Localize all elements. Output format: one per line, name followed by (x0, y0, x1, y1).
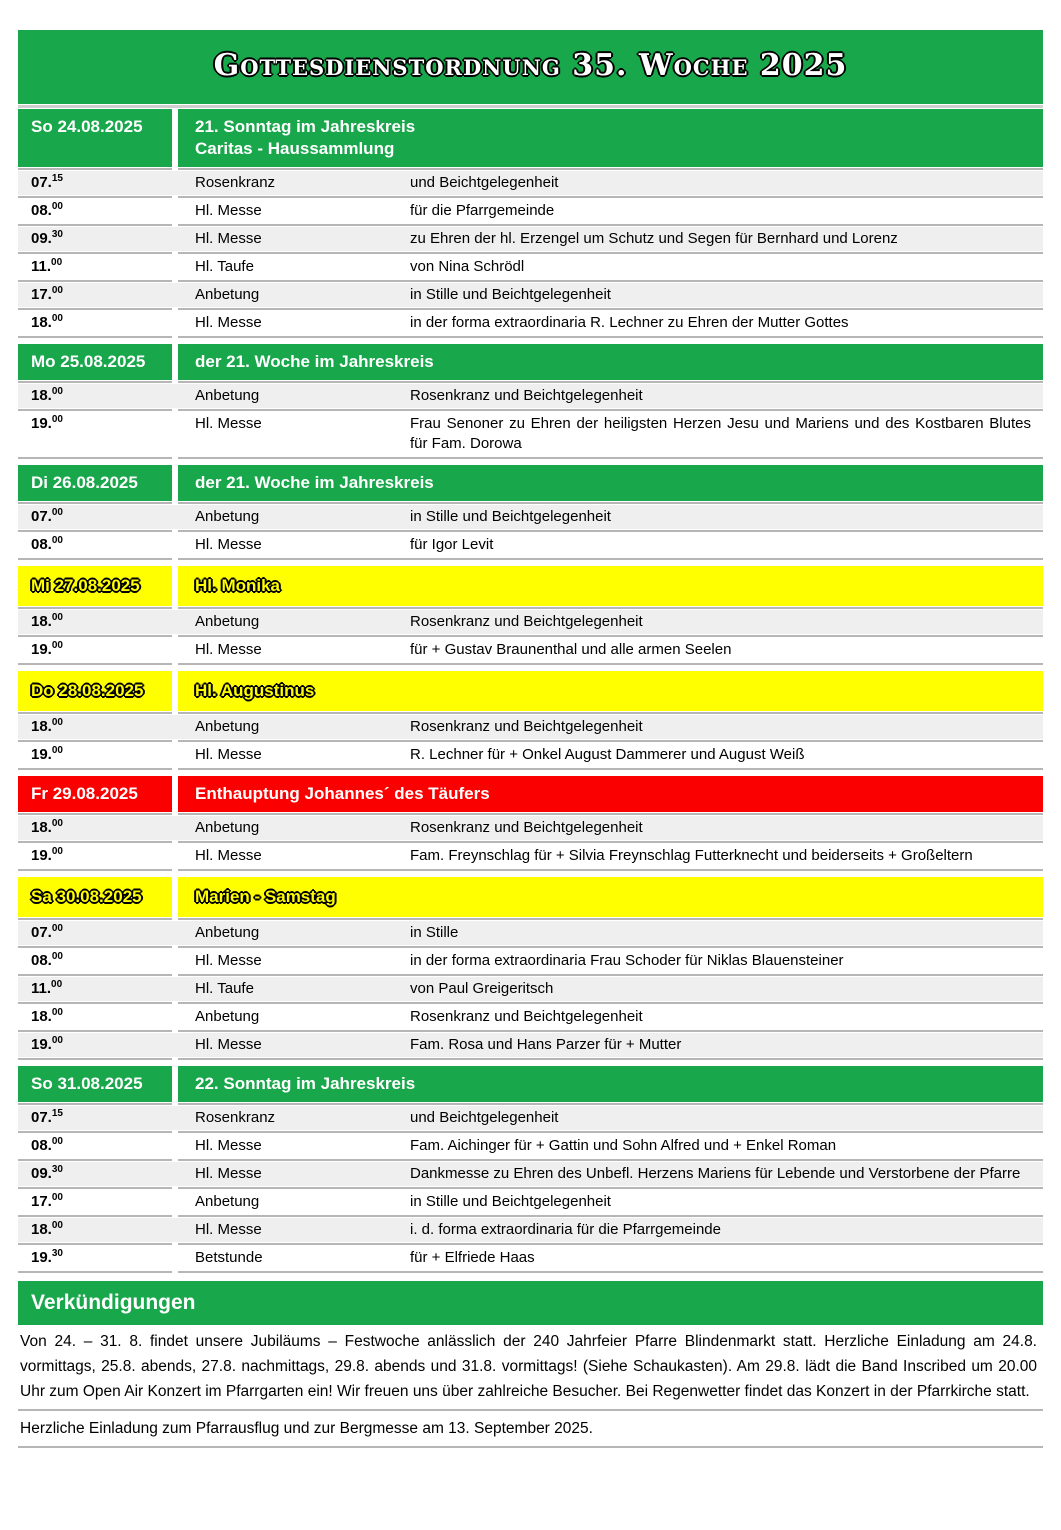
schedule-section (18, 776, 1043, 871)
announcements-header (18, 1281, 1043, 1325)
service-label: Rosenkranz (195, 1109, 276, 1126)
section-title-cell (178, 465, 1043, 501)
time-label: 11.00 (31, 979, 63, 997)
service-label: Anbetung (195, 508, 260, 525)
time-label: 07.15 (31, 1108, 63, 1126)
service-label: Hl. Taufe (195, 980, 254, 997)
time-label: 19.00 (31, 1035, 63, 1053)
service-label: Hl. Messe (195, 847, 262, 864)
schedule-row (18, 743, 1043, 767)
schedule-row (18, 283, 1043, 307)
row-divider (18, 712, 1043, 714)
row-divider (18, 1215, 1043, 1217)
section-date-cell (18, 465, 172, 501)
time-minutes: 00 (51, 717, 63, 728)
row-divider (18, 1159, 1043, 1161)
time-minutes: 00 (51, 1007, 63, 1018)
service-label: Hl. Messe (195, 1036, 262, 1053)
row-divider (18, 530, 1043, 532)
service-label: Hl. Messe (195, 202, 262, 219)
header-divider (18, 105, 1043, 108)
schedule-row (18, 816, 1043, 840)
intention-text: für + Elfriede Haas (410, 1249, 535, 1266)
intention-text: in Stille und Beichtgelegenheit (410, 508, 611, 525)
intention-text: zu Ehren der hl. Erzengel um Schutz und Segen für Bernhard und Lorenz (410, 230, 898, 247)
service-label: Anbetung (195, 613, 260, 630)
time-minutes: 30 (51, 1248, 63, 1259)
time-minutes: 15 (51, 1108, 63, 1119)
time-minutes: 00 (51, 285, 63, 296)
row-divider (18, 1409, 1043, 1411)
section-title-cell (178, 776, 1043, 812)
intention-text: i. d. forma extraordinaria für die Pfarrgemeinde (410, 1221, 721, 1238)
service-label: Hl. Messe (195, 1137, 262, 1154)
intention-text: von Paul Greigeritsch (410, 980, 554, 997)
section-header (18, 566, 1043, 606)
intention-text: von Nina Schrödl (410, 258, 525, 275)
page-title: Gottesdienstordnung 35. Woche 2025 (213, 48, 848, 83)
service-label: Anbetung (195, 924, 260, 941)
time-label: 07.00 (31, 507, 63, 525)
section-title-cell (178, 344, 1043, 380)
schedule-row (18, 227, 1043, 251)
schedule-section (18, 344, 1043, 459)
intention-text: Rosenkranz und Beichtgelegenheit (410, 613, 643, 630)
time-minutes: 00 (51, 979, 63, 990)
section-subtitle: Caritas - Haussammlung (195, 139, 395, 158)
row-divider (18, 918, 1043, 920)
intention-text: und Beichtgelegenheit (410, 1109, 559, 1126)
section-date-cell (18, 877, 172, 917)
schedule-row (18, 1106, 1043, 1130)
intention-text: Rosenkranz und Beichtgelegenheit (410, 819, 643, 836)
schedule-row (18, 1134, 1043, 1158)
row-divider (18, 1030, 1043, 1032)
service-label: Hl. Taufe (195, 258, 254, 275)
document-header (18, 30, 1043, 104)
time-label: 19.00 (31, 745, 63, 763)
row-divider (18, 196, 1043, 198)
row-divider (18, 409, 1043, 411)
time-label: 18.00 (31, 1220, 63, 1238)
section-header (18, 671, 1043, 711)
announcement-text: Herzliche Einladung zum Pfarrausflug und zur Bergmesse am 13. September 2025. (18, 1412, 1043, 1445)
intention-text: Dankmesse zu Ehren des Unbefl. Herzens Mariens für Lebende und Verstorbene der Pfarre (410, 1165, 1021, 1182)
row-divider (18, 946, 1043, 948)
row-divider (18, 869, 1043, 871)
schedule-row (18, 255, 1043, 279)
schedule-section (18, 465, 1043, 560)
schedule-row (18, 171, 1043, 195)
time-label: 08.00 (31, 535, 63, 553)
row-divider (18, 1243, 1043, 1245)
service-label: Hl. Messe (195, 415, 262, 432)
time-minutes: 30 (51, 1164, 63, 1175)
time-label: 07.15 (31, 173, 63, 191)
time-minutes: 00 (51, 951, 63, 962)
time-minutes: 00 (51, 1192, 63, 1203)
intention-text: Fam. Rosa und Hans Parzer für + Mutter (410, 1036, 682, 1053)
section-title-cell (178, 1066, 1043, 1102)
schedule-row (18, 977, 1043, 1001)
intention-text: Frau Senoner zu Ehren der heiligsten Herzen Jesu und Mariens und des Kostbaren Blutes für Fam. Dorowa (410, 415, 1031, 452)
schedule-row (18, 1033, 1043, 1057)
row-divider (18, 280, 1043, 282)
section-header (18, 344, 1043, 380)
section-date-cell (18, 109, 172, 167)
row-divider (18, 502, 1043, 504)
time-minutes: 00 (51, 201, 63, 212)
section-title-cell (178, 109, 1043, 167)
schedule-section (18, 109, 1043, 338)
row-divider (18, 1058, 1043, 1060)
schedule-row (18, 1218, 1043, 1242)
schedule-row (18, 844, 1043, 868)
intention-text: Fam. Freynschlag für + Silvia Freynschlag Futterknecht und beiderseits + Großeltern (410, 847, 973, 864)
service-label: Anbetung (195, 819, 260, 836)
schedule-row (18, 533, 1043, 557)
service-label: Hl. Messe (195, 314, 262, 331)
intention-text: in Stille und Beichtgelegenheit (410, 286, 611, 303)
time-label: 18.00 (31, 717, 63, 735)
row-divider (18, 1103, 1043, 1105)
time-minutes: 00 (51, 313, 63, 324)
time-minutes: 00 (51, 535, 63, 546)
section-header (18, 109, 1043, 167)
time-minutes: 00 (51, 414, 63, 425)
row-divider (18, 740, 1043, 742)
intention-text: und Beichtgelegenheit (410, 174, 559, 191)
section-date: Mi 27.08.2025 (31, 576, 140, 595)
row-divider (18, 558, 1043, 560)
service-label: Hl. Messe (195, 1221, 262, 1238)
intention-text: für + Gustav Braunenthal und alle armen Seelen (410, 641, 732, 658)
time-minutes: 00 (51, 257, 63, 268)
section-date-cell (18, 1066, 172, 1102)
row-divider (18, 224, 1043, 226)
time-label: 18.00 (31, 612, 63, 630)
schedule-row (18, 505, 1043, 529)
service-label: Hl. Messe (195, 230, 262, 247)
intention-text: Fam. Aichinger für + Gattin und Sohn Alfred und + Enkel Roman (410, 1137, 837, 1154)
schedule-section (18, 1066, 1043, 1273)
service-label: Anbetung (195, 718, 260, 735)
row-divider (18, 1187, 1043, 1189)
intention-text: Rosenkranz und Beichtgelegenheit (410, 718, 643, 735)
time-minutes: 00 (51, 640, 63, 651)
schedule-row (18, 1246, 1043, 1270)
row-divider (18, 1446, 1043, 1448)
section-header (18, 1066, 1043, 1102)
service-label: Hl. Messe (195, 746, 262, 763)
intention-text: in der forma extraordinaria R. Lechner zu Ehren der Mutter Gottes (410, 314, 849, 331)
row-divider (18, 635, 1043, 637)
schedule-row (18, 384, 1043, 408)
time-minutes: 30 (51, 229, 63, 240)
announcement-text: Von 24. – 31. 8. findet unsere Jubiläums – Festwoche anlässlich der 240 Jahrfeier Pfarre Blindenmarkt statt. Herzliche Einladung am 24.8. vormittags, 25.8. abends, 27.8. nachmittags, 29.8. abends und 31.8. vormittags! (Siehe Schaukasten). Am 29.8. lädt die Band Inscribed um 20.00 Uhr zum Open Air Konzert im Pfarrgarten ein! Wir freuen uns über zahlreiche Besucher. Bei Regenwetter findet das Konzert in der Pfarrkirche statt. (18, 1325, 1043, 1408)
announcements-list (18, 1325, 1043, 1448)
schedule-section (18, 877, 1043, 1060)
section-header (18, 465, 1043, 501)
intention-text: für die Pfarrgemeinde (410, 202, 555, 219)
section-title-cell (178, 671, 1043, 711)
row-divider (18, 813, 1043, 815)
time-minutes: 00 (51, 818, 63, 829)
row-divider (18, 663, 1043, 665)
section-date: So 31.08.2025 (31, 1074, 143, 1093)
time-minutes: 00 (51, 745, 63, 756)
service-label: Hl. Messe (195, 952, 262, 969)
row-divider (18, 457, 1043, 459)
intention-text: R. Lechner für + Onkel August Dammerer und August Weiß (410, 746, 805, 763)
schedule-section (18, 671, 1043, 770)
section-title: der 21. Woche im Jahreskreis (195, 473, 434, 492)
section-date-cell (18, 776, 172, 812)
service-label: Anbetung (195, 1008, 260, 1025)
section-date: Di 26.08.2025 (31, 473, 138, 492)
section-date: So 24.08.2025 (31, 117, 143, 136)
section-date-cell (18, 344, 172, 380)
time-minutes: 00 (51, 386, 63, 397)
row-divider (18, 1271, 1043, 1273)
schedule (18, 109, 1043, 1273)
section-title: der 21. Woche im Jahreskreis (195, 352, 434, 371)
row-divider (18, 168, 1043, 170)
time-minutes: 00 (51, 1035, 63, 1046)
time-label: 19.30 (31, 1248, 63, 1266)
time-minutes: 00 (51, 923, 63, 934)
announcements (18, 1281, 1043, 1448)
section-title-cell (178, 566, 1043, 606)
time-minutes: 15 (51, 173, 63, 184)
row-divider (18, 768, 1043, 770)
service-label: Hl. Messe (195, 536, 262, 553)
time-label: 17.00 (31, 285, 63, 303)
service-label: Anbetung (195, 387, 260, 404)
time-minutes: 00 (51, 846, 63, 857)
service-label: Hl. Messe (195, 641, 262, 658)
section-title: Hl. Monika (195, 576, 281, 595)
row-divider (18, 974, 1043, 976)
intention-text: in Stille und Beichtgelegenheit (410, 1193, 611, 1210)
schedule-row (18, 638, 1043, 662)
schedule-section (18, 566, 1043, 665)
section-title: 21. Sonntag im Jahreskreis (195, 117, 416, 136)
schedule-row (18, 311, 1043, 335)
section-header (18, 877, 1043, 917)
intention-text: in der forma extraordinaria Frau Schoder für Niklas Blauensteiner (410, 952, 844, 969)
intention-text: für Igor Levit (410, 536, 494, 553)
intention-text: Rosenkranz und Beichtgelegenheit (410, 387, 643, 404)
row-divider (18, 336, 1043, 338)
schedule-row (18, 949, 1043, 973)
time-label: 09.30 (31, 229, 63, 247)
section-date: Do 28.08.2025 (31, 681, 144, 700)
time-label: 18.00 (31, 313, 63, 331)
time-label: 07.00 (31, 923, 63, 941)
time-label: 18.00 (31, 1007, 63, 1025)
schedule-row (18, 921, 1043, 945)
section-title: Hl. Augustinus (195, 681, 315, 700)
intention-text: Rosenkranz und Beichtgelegenheit (410, 1008, 643, 1025)
row-divider (18, 607, 1043, 609)
time-minutes: 00 (51, 1220, 63, 1231)
row-divider (18, 308, 1043, 310)
announcements-title: Verkündigungen (31, 1291, 196, 1314)
row-divider (18, 1131, 1043, 1133)
service-label: Hl. Messe (195, 1165, 262, 1182)
service-label: Anbetung (195, 1193, 260, 1210)
schedule-row (18, 1190, 1043, 1214)
section-date: Sa 30.08.2025 (31, 887, 142, 906)
section-title: 22. Sonntag im Jahreskreis (195, 1074, 416, 1093)
intention-text: in Stille (410, 924, 459, 941)
service-label: Rosenkranz (195, 174, 276, 191)
time-label: 19.00 (31, 846, 63, 864)
section-date-cell (18, 566, 172, 606)
service-label: Betstunde (195, 1249, 263, 1266)
time-minutes: 00 (51, 1136, 63, 1147)
time-label: 09.30 (31, 1164, 63, 1182)
time-label: 08.00 (31, 201, 63, 219)
row-divider (18, 841, 1043, 843)
service-label: Anbetung (195, 286, 260, 303)
schedule-row (18, 1005, 1043, 1029)
schedule-row (18, 610, 1043, 634)
section-date: Fr 29.08.2025 (31, 784, 138, 803)
section-title: Enthauptung Johannes´ des Täufers (195, 784, 490, 803)
time-label: 11.00 (31, 257, 63, 275)
schedule-row (18, 412, 1043, 456)
time-label: 19.00 (31, 640, 63, 658)
time-label: 18.00 (31, 386, 63, 404)
section-date-cell (18, 671, 172, 711)
time-label: 08.00 (31, 1136, 63, 1154)
time-minutes: 00 (51, 507, 63, 518)
row-divider (18, 1002, 1043, 1004)
section-date: Mo 25.08.2025 (31, 352, 146, 371)
row-divider (18, 381, 1043, 383)
schedule-row (18, 1162, 1043, 1186)
time-label: 18.00 (31, 818, 63, 836)
schedule-row (18, 715, 1043, 739)
section-title: Marien - Samstag (195, 887, 336, 906)
document (18, 30, 1043, 1448)
time-minutes: 00 (51, 612, 63, 623)
time-label: 19.00 (31, 414, 63, 432)
row-divider (18, 252, 1043, 254)
schedule-row (18, 199, 1043, 223)
time-label: 17.00 (31, 1192, 63, 1210)
section-header (18, 776, 1043, 812)
section-title-cell (178, 877, 1043, 917)
time-label: 08.00 (31, 951, 63, 969)
